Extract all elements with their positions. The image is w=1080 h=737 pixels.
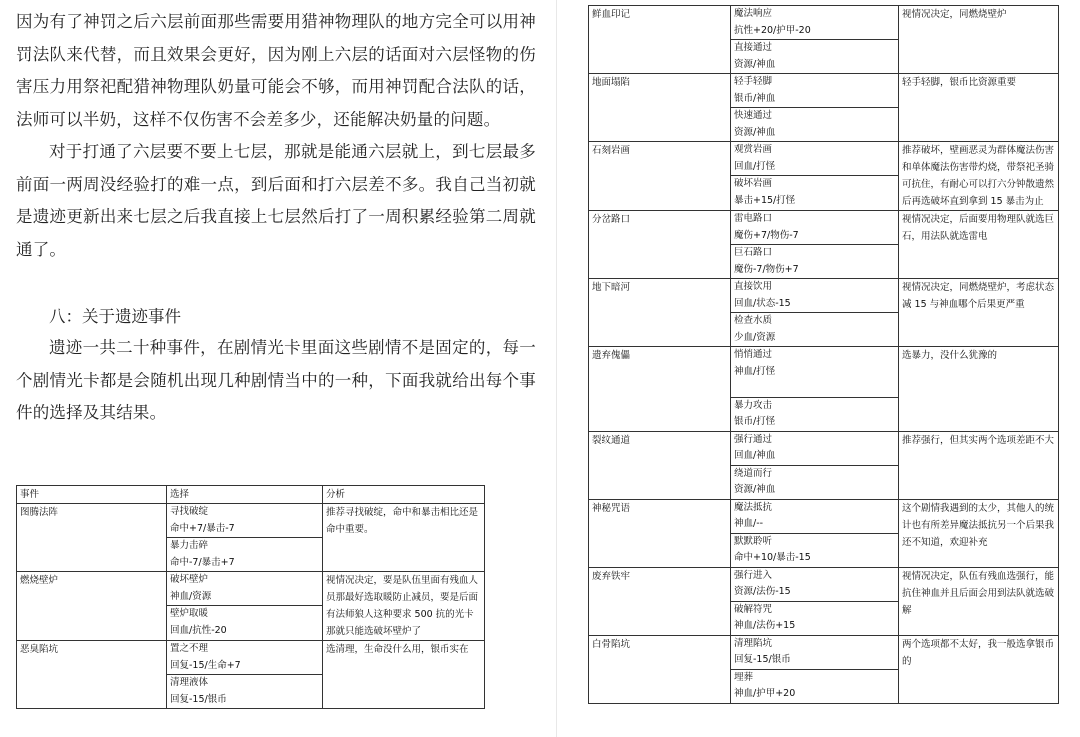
choice-label: 强行进入 xyxy=(734,569,773,581)
choice-result: 资源/神血 xyxy=(734,58,776,70)
choice-option xyxy=(731,6,898,39)
page-gutter xyxy=(556,0,557,737)
table-row xyxy=(589,635,1059,703)
choice-option xyxy=(731,432,898,465)
header-analysis: 分析 xyxy=(323,486,485,504)
choice-option xyxy=(731,312,898,346)
choice-result: 回血/抗性-20 xyxy=(170,624,227,636)
event-analysis: 视情况决定，队伍有残血选强行，能抗住神血并且后面会用到法队就选破解 xyxy=(899,567,1059,635)
event-analysis: 这个剧情我遇到的太少，其他人的统计也有所差异魔法抵抗另一个后果我还不知道，欢迎补充 xyxy=(899,499,1059,567)
choice-label: 默默聆听 xyxy=(734,535,773,547)
event-choices xyxy=(731,6,899,74)
choice-option xyxy=(731,601,898,635)
event-name: 遗弃傀儡 xyxy=(589,347,731,432)
section-title: 八：关于遗迹事件 xyxy=(49,307,181,326)
choice-label: 壁炉取暖 xyxy=(170,608,209,619)
choice-option xyxy=(167,641,322,674)
choice-result: 回复-15/生命+7 xyxy=(170,659,241,671)
choice-label: 清理液体 xyxy=(170,677,209,688)
header-event: 事件 xyxy=(17,486,167,504)
table-row xyxy=(589,431,1059,499)
choice-result: 银币/神血 xyxy=(734,92,776,104)
left-column xyxy=(16,0,536,737)
choice-label: 快速通过 xyxy=(734,110,773,121)
choice-label: 寻找破绽 xyxy=(170,506,209,517)
choice-option xyxy=(731,533,898,567)
choice-option xyxy=(731,500,898,533)
choice-label: 直接饮用 xyxy=(734,281,773,292)
event-analysis: 推荐破坏，壁画恶灵为群体魔法伤害和单体魔法伤害带灼烧，带祭祀圣骑可抗住，有耐心可以打六分钟散遗然后再选破坏直到拿到 15 暴击为止 xyxy=(899,142,1059,211)
choice-result: 回复-15/银币 xyxy=(170,693,227,705)
event-choices xyxy=(731,431,899,499)
event-choices xyxy=(731,635,899,703)
event-choices xyxy=(731,567,899,635)
table-row xyxy=(589,499,1059,567)
choice-result: 神血/法伤+15 xyxy=(734,620,796,631)
event-table-right xyxy=(588,5,1059,704)
choice-result: 抗性+20/护甲-20 xyxy=(734,24,811,36)
event-analysis: 两个选项都不太好，我一般选拿银币的 xyxy=(899,635,1059,703)
choice-option xyxy=(731,39,898,73)
choice-result: 回血/神血 xyxy=(734,450,776,461)
choice-result: 神血/打怪 xyxy=(734,365,776,377)
section-paragraph: 遗迹一共二十种事件，在剧情光卡里面这些剧情不是固定的，每一个剧情光卡都是会随机出现几种剧情当中的一种，下面我就给出每个事件的选择及其结果。 xyxy=(16,338,536,422)
choice-result: 资源/神血 xyxy=(734,484,776,495)
table-row xyxy=(589,74,1059,142)
choice-label: 巨石路口 xyxy=(734,247,773,258)
choice-result: 少血/资源 xyxy=(734,331,776,343)
choice-label: 绕道而行 xyxy=(734,467,773,479)
choice-option xyxy=(731,244,898,278)
choice-option xyxy=(167,674,322,708)
event-choices xyxy=(731,142,899,211)
choice-result: 资源/神血 xyxy=(734,126,776,138)
choice-option xyxy=(731,636,898,669)
choice-result: 神血/护甲+20 xyxy=(734,688,796,699)
event-name: 裂纹通道 xyxy=(589,431,731,499)
choice-option xyxy=(731,211,898,244)
choice-option xyxy=(167,504,322,537)
choice-option xyxy=(731,669,898,703)
choice-result: 回血/打怪 xyxy=(734,160,776,172)
table-row xyxy=(589,142,1059,211)
event-name: 白骨陷坑 xyxy=(589,635,731,703)
event-choices xyxy=(731,279,899,347)
right-table-body xyxy=(589,6,1059,704)
event-analysis: 视情况决定，同燃烧壁炉，考虑状态减 15 与神血哪个后果更严重 xyxy=(899,279,1059,347)
event-analysis: 选清理，生命没什么用，银币实在 xyxy=(323,641,485,709)
choice-label: 破解符咒 xyxy=(734,603,773,615)
table-row xyxy=(17,572,485,641)
header-choice: 选择 xyxy=(167,486,323,504)
choice-result: 命中+10/暴击-15 xyxy=(734,552,811,563)
right-column xyxy=(588,0,1064,737)
event-analysis: 轻手轻脚，银币比资源重要 xyxy=(899,74,1059,142)
choice-result: 暴击+15/打怪 xyxy=(734,194,796,206)
choice-option xyxy=(731,175,898,209)
choice-result: 魔伤+7/物伤-7 xyxy=(734,229,799,241)
choice-label: 暴力攻击 xyxy=(734,399,773,411)
choice-option xyxy=(731,279,898,312)
event-choices xyxy=(731,499,899,567)
event-choices xyxy=(731,211,899,279)
left-table-body xyxy=(17,504,485,709)
paragraph-1: 因为有了神罚之后六层前面那些需要用猎神物理队的地方完全可以用神罚法队来代替，而且效果会更好，因为刚上六层的话面对六层怪物的伤害压力用祭祀配猎神物理队奶量可能会不够，而用神罚配合法队的话，法师可以半奶，这样不仅伤害不会差多少，还能解决奶量的问题。 xyxy=(16,12,536,129)
choice-option xyxy=(731,397,898,431)
choice-result: 神血/-- xyxy=(734,518,764,529)
event-choices xyxy=(731,347,899,432)
choice-option xyxy=(731,74,898,107)
choice-label: 清理陷坑 xyxy=(734,637,773,649)
event-analysis: 推荐寻找破绽，命中和暴击相比还是命中重要。 xyxy=(323,504,485,572)
event-analysis: 视情况决定，要是队伍里面有残血人员那最好选取暖防止减员，要是后面有法师狼人这种要求 500 抗的光卡那就只能选破坏壁炉了 xyxy=(323,572,485,641)
event-name: 图腾法阵 xyxy=(17,504,167,572)
event-name: 恶臭陷坑 xyxy=(17,641,167,709)
table-row xyxy=(589,567,1059,635)
choice-result: 神血/资源 xyxy=(170,590,212,602)
choice-result: 命中+7/暴击-7 xyxy=(170,522,235,534)
choice-option xyxy=(731,568,898,601)
choice-option xyxy=(731,465,898,499)
table-row xyxy=(17,641,485,709)
event-name: 石刻岩画 xyxy=(589,142,731,211)
choice-option xyxy=(167,572,322,605)
choice-label: 魔法抵抗 xyxy=(734,501,773,513)
event-name: 地面塌陷 xyxy=(589,74,731,142)
table-row xyxy=(589,211,1059,279)
choice-result: 银币/打怪 xyxy=(734,416,776,427)
choice-result: 回血/状态-15 xyxy=(734,297,791,309)
paragraph-2: 对于打通了六层要不要上七层，那就是能通六层就上，到七层最多前面一两周没经验打的难一点，到后面和打六层差不多。我自己当初就是遗迹更新出来七层之后我直接上七层然后打了一周积累经验第二周就通了。 xyxy=(16,142,536,259)
choice-label: 破坏岩画 xyxy=(734,178,773,189)
table-row xyxy=(589,347,1059,432)
event-name: 鲜血印记 xyxy=(589,6,731,74)
choice-label: 置之不理 xyxy=(170,643,209,654)
choice-label: 强行通过 xyxy=(734,433,773,445)
table-row xyxy=(589,6,1059,74)
choice-label: 轻手轻脚 xyxy=(734,76,773,87)
choice-result: 资源/法伤-15 xyxy=(734,586,791,597)
choice-result xyxy=(734,380,895,397)
table-row xyxy=(17,504,485,572)
event-name: 分岔路口 xyxy=(589,211,731,279)
event-choices xyxy=(167,504,323,572)
choice-label: 埋葬 xyxy=(734,671,754,683)
event-analysis: 视情况决定，同燃烧壁炉 xyxy=(899,6,1059,74)
choice-label: 检查水质 xyxy=(734,315,773,326)
choice-result: 魔伤-7/物伤+7 xyxy=(734,263,799,275)
event-name: 地下暗河 xyxy=(589,279,731,347)
choice-label: 破坏壁炉 xyxy=(170,574,209,585)
event-name: 燃烧壁炉 xyxy=(17,572,167,641)
event-analysis: 推荐强行，但其实两个选项差距不大 xyxy=(899,431,1059,499)
choice-option xyxy=(731,347,898,397)
event-name: 废弃铁牢 xyxy=(589,567,731,635)
event-choices xyxy=(167,641,323,709)
table-header-row xyxy=(17,486,485,504)
choice-label: 雷电路口 xyxy=(734,213,773,224)
choice-label: 暴力击碎 xyxy=(170,540,209,551)
event-table-left xyxy=(16,485,485,709)
choice-option xyxy=(167,537,322,571)
choice-label: 直接通过 xyxy=(734,42,773,53)
table-row xyxy=(589,279,1059,347)
choice-option xyxy=(731,107,898,141)
event-name: 神秘咒语 xyxy=(589,499,731,567)
choice-result: 命中-7/暴击+7 xyxy=(170,556,235,568)
choice-result: 回复-15/银币 xyxy=(734,654,791,665)
choice-option xyxy=(167,605,322,639)
event-analysis: 选暴力，没什么犹豫的 xyxy=(899,347,1059,432)
event-choices xyxy=(167,572,323,641)
choice-option xyxy=(731,142,898,175)
choice-label: 观赏岩画 xyxy=(734,144,773,155)
choice-label: 魔法响应 xyxy=(734,8,773,19)
event-choices xyxy=(731,74,899,142)
event-analysis: 视情况决定，后面要用物理队就选巨石，用法队就选雷电 xyxy=(899,211,1059,279)
choice-label: 悄悄通过 xyxy=(734,349,773,360)
